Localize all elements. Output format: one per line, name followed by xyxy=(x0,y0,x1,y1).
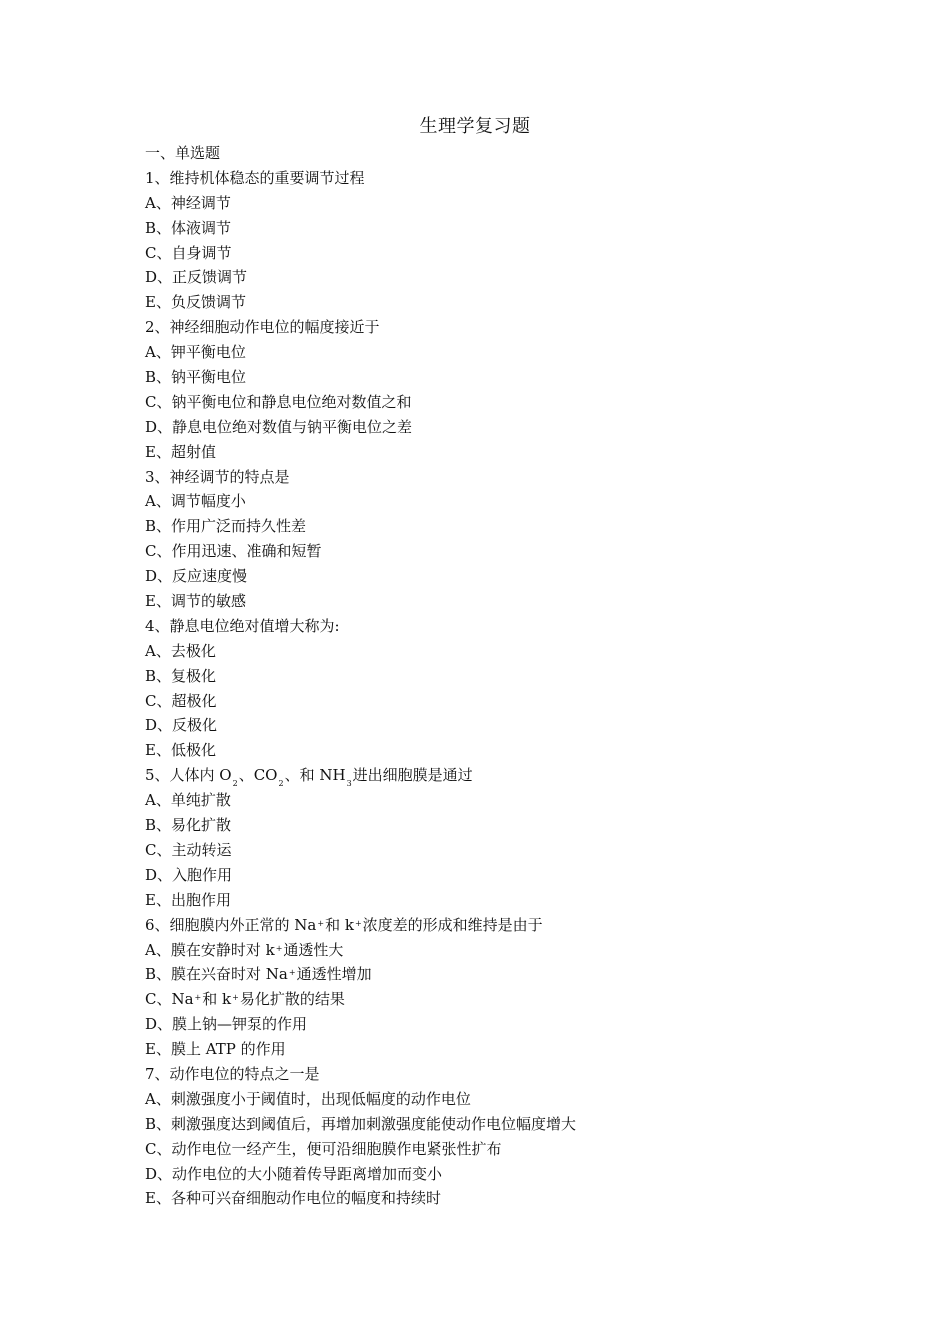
option-text: 通透性大 xyxy=(283,940,344,959)
superscript: + xyxy=(288,968,296,978)
answer-option: C、动作电位一经产生，便可沿细胞膜作电紧张性扩布 xyxy=(145,1139,502,1158)
answer-option: E、出胞作用 xyxy=(145,890,231,909)
answer-option xyxy=(145,987,865,1012)
answer-option: B、作用广泛而持久性差 xyxy=(145,517,307,536)
answer-option: C、超极化 xyxy=(145,691,217,710)
answer-option: B、复极化 xyxy=(145,666,217,685)
question-list xyxy=(145,141,865,1211)
question-stem: 7、动作电位的特点之一是 xyxy=(145,1064,320,1083)
answer-option xyxy=(145,962,865,987)
answer-option: A、调节幅度小 xyxy=(145,492,246,511)
stem-text: 、CO xyxy=(238,766,278,785)
answer-option: A、单纯扩散 xyxy=(145,791,231,810)
option-text: A、膜在安静时对 k xyxy=(145,940,275,959)
answer-option: D、静息电位绝对数值与钠平衡电位之差 xyxy=(145,417,413,436)
answer-option: B、易化扩散 xyxy=(145,816,232,835)
question-stem: 1、维持机体稳态的重要调节过程 xyxy=(145,168,365,187)
document-title: 生理学复习题 xyxy=(419,116,531,137)
answer-option xyxy=(145,938,865,963)
superscript: + xyxy=(275,943,283,953)
subscript: 3 xyxy=(346,779,352,789)
answer-option: D、入胞作用 xyxy=(145,865,233,884)
stem-text: 和 k xyxy=(325,915,354,934)
question-stem: 2、神经细胞动作电位的幅度接近于 xyxy=(145,318,380,337)
answer-option: C、钠平衡电位和静息电位绝对数值之和 xyxy=(145,392,412,411)
question-stem xyxy=(145,763,865,788)
question-stem: 3、神经调节的特点是 xyxy=(145,467,290,486)
answer-option: D、正反馈调节 xyxy=(145,268,248,287)
answer-option: D、膜上钠—钾泵的作用 xyxy=(145,1015,308,1034)
option-text: 和 k xyxy=(202,990,232,1009)
answer-option: B、体液调节 xyxy=(145,218,232,237)
answer-option: C、主动转运 xyxy=(145,840,232,859)
option-text: 易化扩散的结果 xyxy=(239,990,345,1009)
answer-option: E、调节的敏感 xyxy=(145,592,246,611)
answer-option: E、低极化 xyxy=(145,741,216,760)
superscript: + xyxy=(354,918,362,928)
answer-option: E、负反馈调节 xyxy=(145,293,246,312)
answer-option: A、去极化 xyxy=(145,641,216,660)
answer-option: D、动作电位的大小随着传导距离增加而变小 xyxy=(145,1164,443,1183)
answer-option: B、钠平衡电位 xyxy=(145,368,247,387)
answer-option: C、自身调节 xyxy=(145,243,232,262)
answer-option: E、各种可兴奋细胞动作电位的幅度和持续时 xyxy=(145,1189,441,1208)
option-text: 通透性增加 xyxy=(296,965,372,984)
answer-option: D、反极化 xyxy=(145,716,218,735)
answer-option: E、超射值 xyxy=(145,442,216,461)
stem-text: 、和 NH xyxy=(284,766,346,785)
stem-text: 6、细胞膜内外正常的 Na xyxy=(145,915,317,934)
option-text: B、膜在兴奋时对 Na xyxy=(145,965,288,984)
answer-option: E、膜上 ATP 的作用 xyxy=(145,1040,286,1059)
stem-text: 浓度差的形成和维持是由于 xyxy=(362,915,543,934)
stem-text: 进出细胞膜是通过 xyxy=(352,766,473,785)
option-text: C、Na xyxy=(145,990,194,1009)
answer-option: A、神经调节 xyxy=(145,193,231,212)
superscript: + xyxy=(194,993,202,1003)
answer-option: D、反应速度慢 xyxy=(145,567,248,586)
superscript: + xyxy=(232,993,239,1003)
question-stem xyxy=(145,913,865,938)
answer-option: A、刺激强度小于阈值时，出现低幅度的动作电位 xyxy=(145,1089,471,1108)
answer-option: A、钾平衡电位 xyxy=(145,343,246,362)
superscript: + xyxy=(317,918,325,928)
answer-option: B、刺激强度达到阈值后，再增加刺激强度能使动作电位幅度增大 xyxy=(145,1114,577,1133)
question-stem: 4、静息电位绝对值增大称为: xyxy=(145,616,340,635)
subscript: 2 xyxy=(278,779,284,789)
answer-option: C、作用迅速、准确和短暂 xyxy=(145,542,322,561)
section-heading: 一、单选题 xyxy=(145,144,221,162)
stem-text: 5、人体内 O xyxy=(145,766,232,785)
subscript: 2 xyxy=(232,779,238,789)
